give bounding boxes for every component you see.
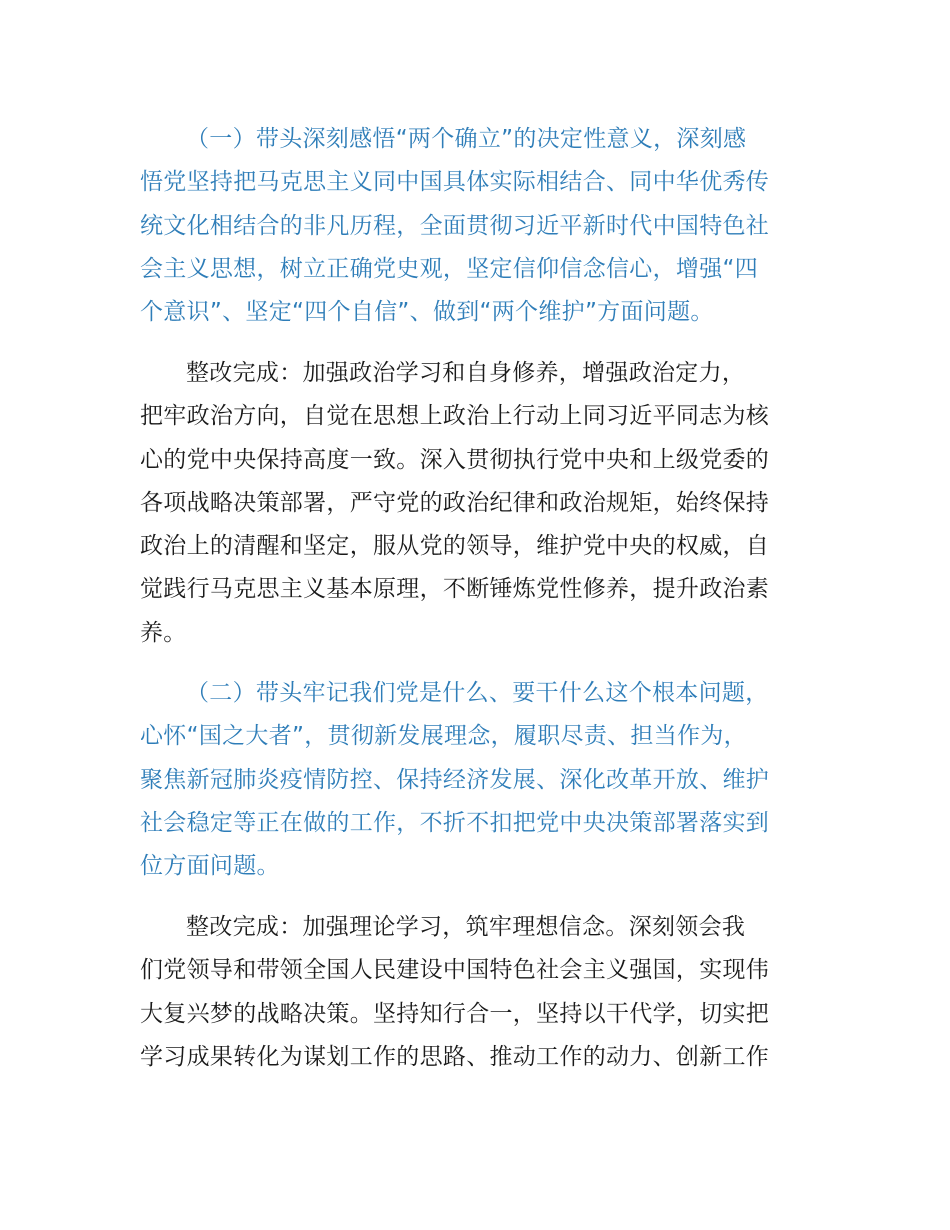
text-line: 聚焦新冠肺炎疫情防控、保持经济发展、深化改革开放、维护 (140, 766, 770, 793)
text-line: 整改完成：加强理论学习，筑牢理想信念。深刻领会我 (186, 914, 746, 940)
issue-heading-1 (140, 118, 820, 334)
text-line: 会主义思想，树立正确党史观，坚定信仰信念信心，增强“四 (140, 255, 759, 282)
text-line: （一）带头深刻感悟“两个确立”的决定性意义，深刻感 (186, 126, 747, 152)
text-line: 学习成果转化为谋划工作的思路、推动工作的动力、创新工作 (140, 1043, 770, 1070)
text-line: 统文化相结合的非凡历程，全面贯彻习近平新时代中国特色社 (140, 212, 770, 239)
text-line: （二）带头牢记我们党是什么、要干什么这个根本问题， (186, 680, 769, 706)
text-line: 心的党中央保持高度一致。深入贯彻执行党中央和上级党委的 (140, 446, 770, 473)
rectification-text-2 (140, 906, 820, 1079)
text-line: 养。 (140, 619, 187, 646)
text-line: 觉践行马克思主义基本原理，不断锤炼党性修养，提升政治素 (140, 576, 770, 603)
text-line: 各项战略决策部署，严守党的政治纪律和政治规矩，始终保持 (140, 489, 770, 516)
text-line: 悟党坚持把马克思主义同中国具体实际相结合、同中华优秀传 (140, 169, 770, 196)
text-line: 大复兴梦的战略决策。坚持知行合一，坚持以干代学，切实把 (140, 1000, 770, 1027)
text-line: 整改完成：加强政治学习和自身修养，增强政治定力， (186, 360, 746, 386)
text-line: 把牢政治方向，自觉在思想上政治上行动上同习近平同志为核 (140, 403, 770, 430)
issue-heading-2 (140, 672, 820, 888)
text-line: 政治上的清醒和坚定，服从党的领导，维护党中央的权威，自 (140, 533, 770, 560)
text-line: 心怀“国之大者”，贯彻新发展理念，履职尽责、担当作为， (140, 723, 747, 750)
text-line: 社会稳定等正在做的工作，不折不扣把党中央决策部署落实到 (140, 809, 770, 836)
text-line: 们党领导和带领全国人民建设中国特色社会主义强国，实现伟 (140, 957, 770, 984)
text-line: 位方面问题。 (140, 853, 280, 880)
text-line: 个意识”、坚定“四个自信”、做到“两个维护”方面问题。 (140, 299, 714, 326)
rectification-text-1 (140, 352, 820, 655)
